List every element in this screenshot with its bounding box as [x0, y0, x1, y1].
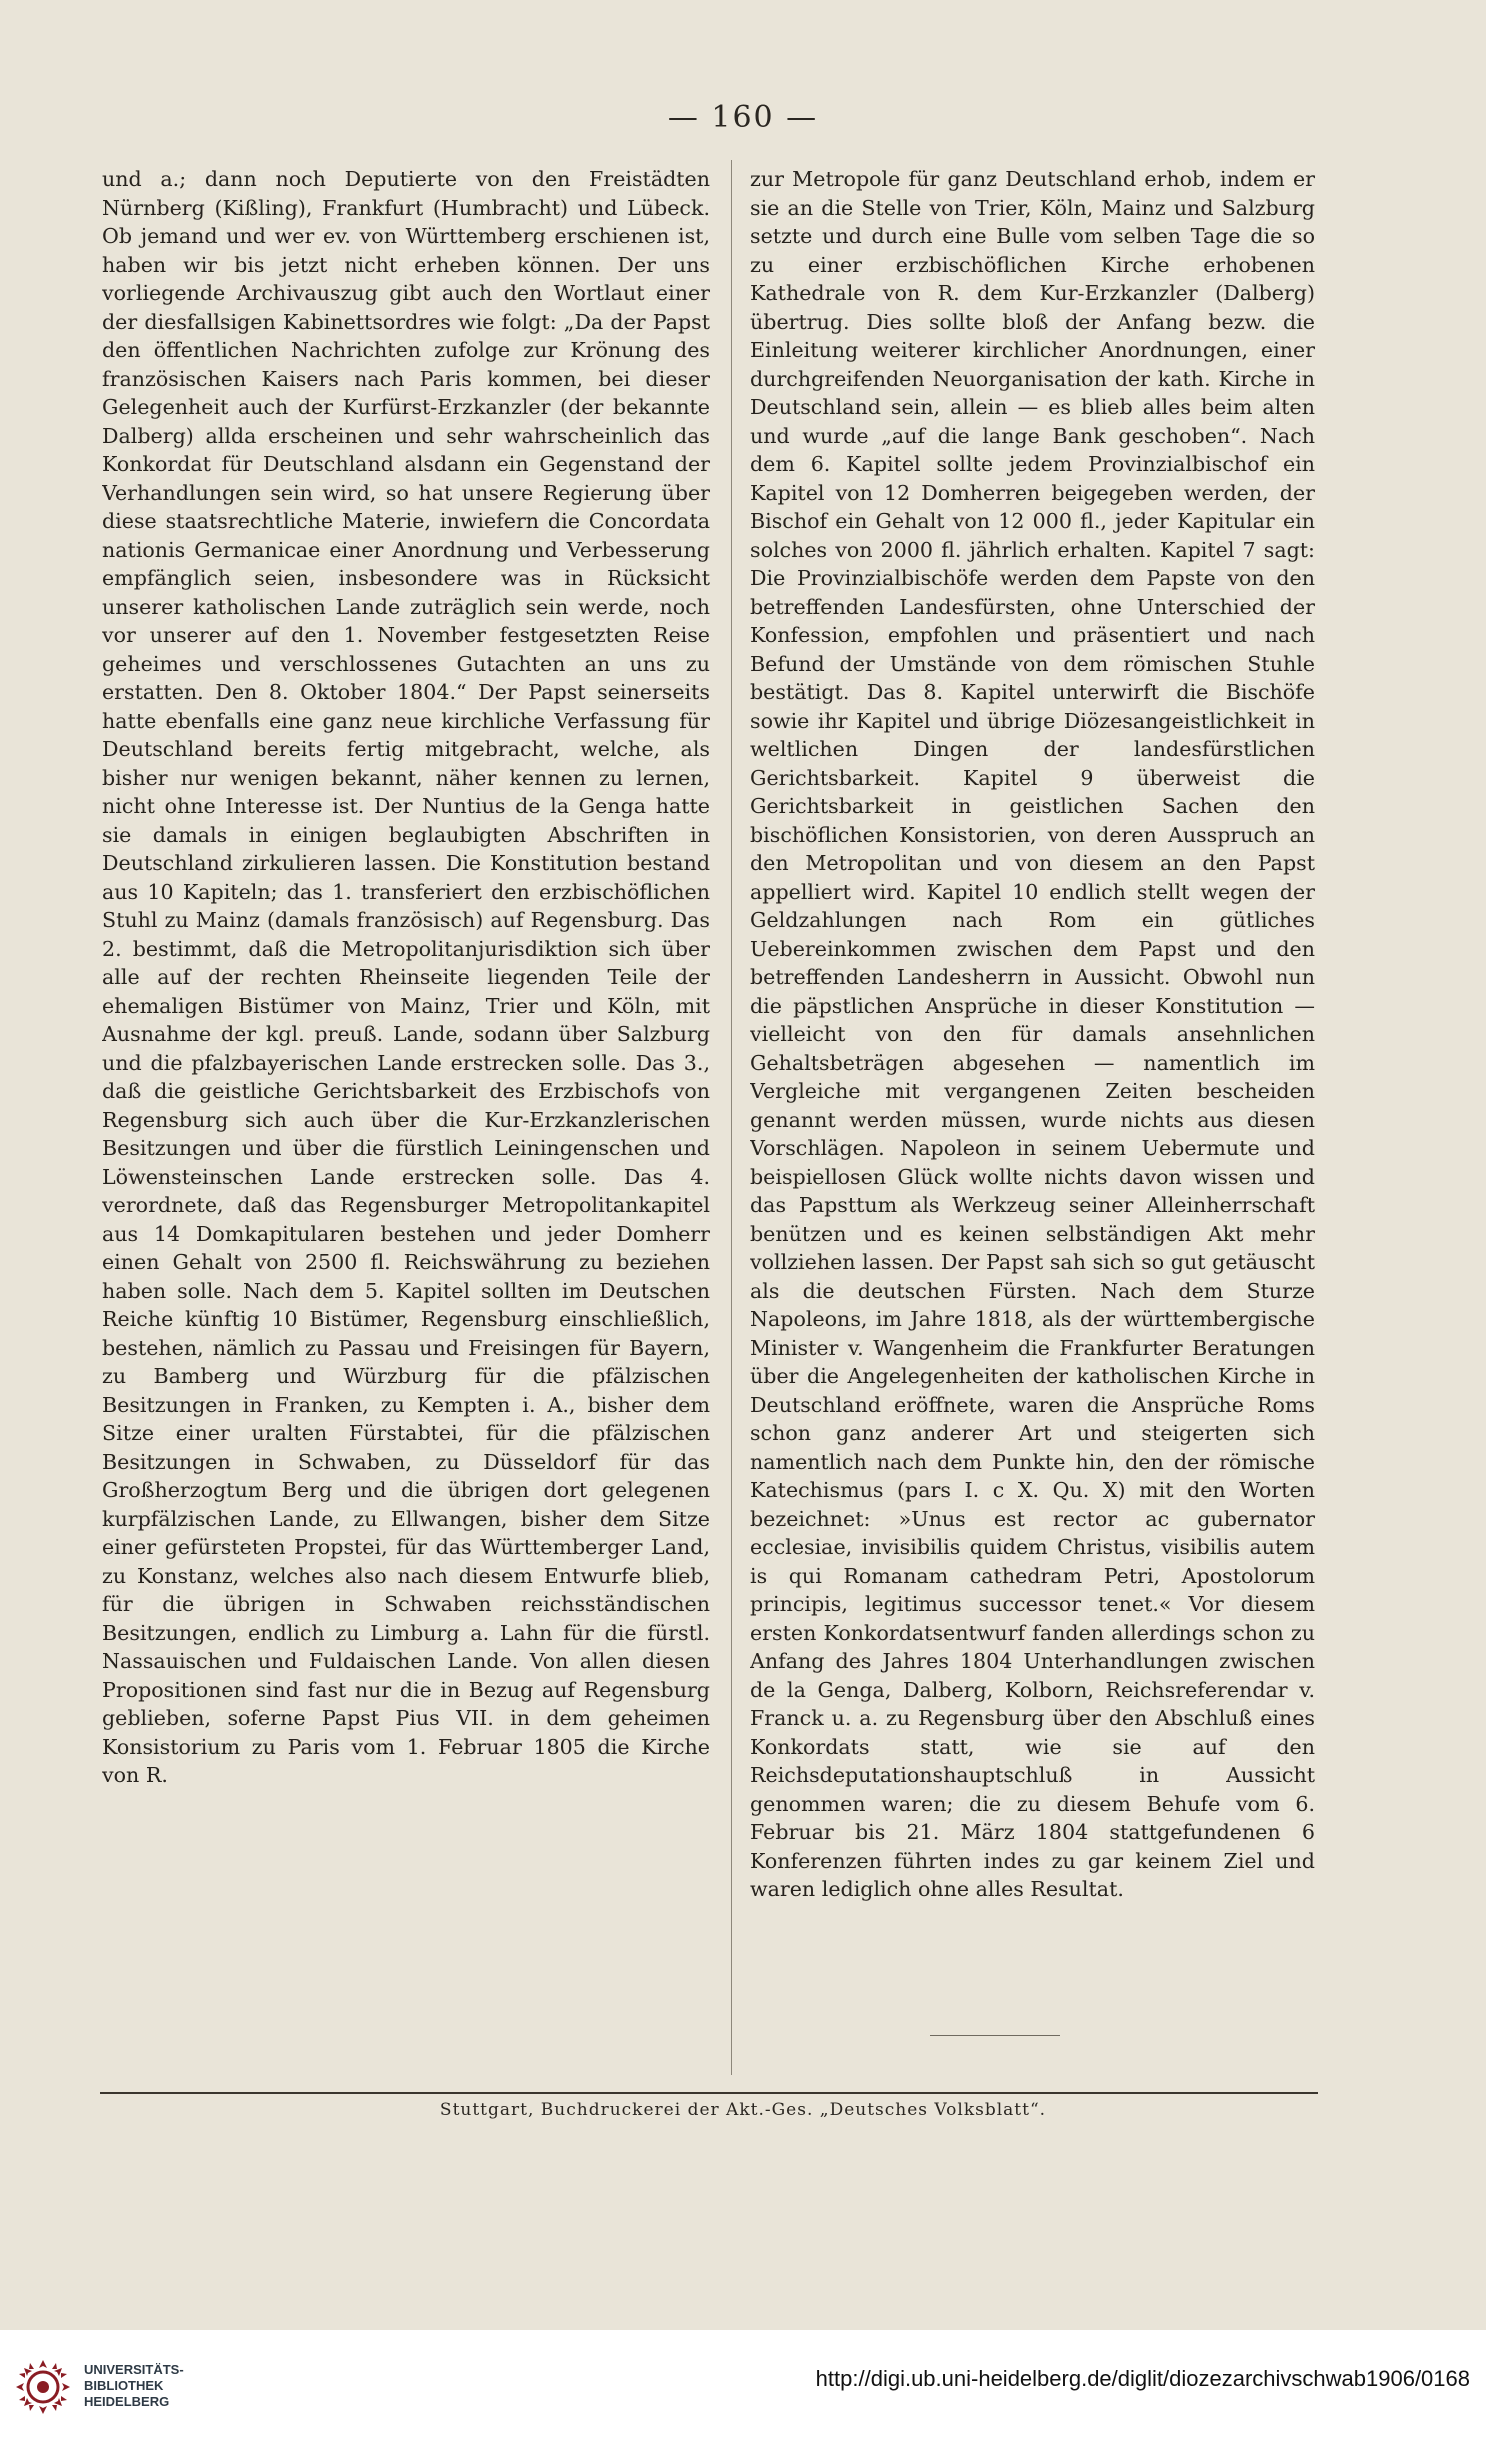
library-name-line: UNIVERSITÄTS- [84, 2362, 184, 2377]
library-name-line: BIBLIOTHEK [84, 2378, 164, 2393]
right-text-column [750, 165, 1315, 2025]
printer-imprint: Stuttgart, Buchdruckerei der Akt.-Ges. „Deutsches Volksblatt“. [439, 2100, 1047, 2120]
library-name-line: HEIDELBERG [84, 2394, 170, 2409]
section-end-rule [930, 2035, 1060, 2036]
left-column-paragraph: und a.; dann noch Deputierte von den Freistädten Nürnberg (Kißling), Frankfurt (Humbracht) und Lübeck. Ob jemand und wer ev. von Württemberg erschienen ist, haben wir bis jetzt nicht erheben können. Der uns vorliegende Archivauszug gibt auch den Wortlaut einer der diesfallsigen Kabinettsordres wie folgt: „Da der Papst den öffentlichen Nachrichten zufolge zur Krönung des französischen Kaisers nach Paris kommen, bei dieser Gelegenheit auch der Kurfürst-Erzkanzler (der bekannte Dalberg) allda erscheinen und sehr wahrscheinlich das Konkordat für Deutschland alsdann ein Gegenstand der Verhandlungen sein wird, so hat unsere Regierung über diese staatsrechtliche Materie, inwiefern die Concordata nationis Germanicae einer Anordnung und Verbesserung empfänglich seien, insbesondere was in Rücksicht unserer katholischen Lande zuträglich sein werde, noch vor unserer auf den 1. November festgesetzten Reise geheimes und verschlossenes Gutachten an uns zu erstatten. Den 8. Oktober 1804.“ Der Papst seinerseits hatte ebenfalls eine ganz neue kirchliche Verfassung für Deutschland bereits fertig mitgebracht, welche, als bisher nur wenigen bekannt, näher kennen zu lernen, nicht ohne Interesse ist. Der Nuntius de la Genga hatte sie damals in einigen beglaubigten Abschriften in Deutschland zirkulieren lassen. Die Konstitution bestand aus 10 Kapiteln; das 1. transferiert den erzbischöflichen Stuhl zu Mainz (damals französisch) auf Regensburg. Das 2. bestimmt, daß die Metropolitanjurisdiktion sich über alle auf der rechten Rheinseite liegenden Teile der ehemaligen Bistümer von Mainz, Trier und Köln, mit Ausnahme der kgl. preuß. Lande, sodann über Salzburg und die pfalzbayerischen Lande erstrecken solle. Das 3., daß die geistliche Gerichtsbarkeit des Erzbischofs von Regensburg sich auch über die Kur-Erzkanzlerischen Besitzungen und über die fürstlich Leiningenschen und Löwensteinschen Lande erstrecken solle. Das 4. verordnete, daß das Regensburger Metropolitankapitel aus 14 Domkapitularen bestehen und jeder Domherr einen Gehalt von 2500 fl. Reichswährung zu beziehen haben solle. Nach dem 5. Kapitel sollten im Deutschen Reiche künftig 10 Bistümer, Regensburg einschließlich, bestehen, nämlich zu Passau und Freisingen für Bayern, zu Bamberg und Würzburg für die pfälzischen Besitzungen in Franken, zu Kempten i. A., bisher dem Sitze einer uralten Fürstabtei, für die pfälzischen Besitzungen in Schwaben, zu Düsseldorf für das Großherzogtum Berg und die übrigen dort gelegenen kurpfälzischen Lande, zu Ellwangen, bisher dem Sitze einer gefürsteten Propstei, für das Württemberger Land, zu Konstanz, welches also nach diesem Entwurfe blieb, für die übrigen in Schwaben reichsständischen Besitzungen, endlich zu Limburg a. Lahn für die fürstl. Nassauischen und Fuldaischen Lande. Von allen diesen Propositionen sind fast nur die in Bezug auf Regensburg geblieben, soferne Papst Pius VII. in dem geheimen Konsistorium zu Paris vom 1. Februar 1805 die Kirche von R. [102, 167, 710, 1787]
left-text-column [102, 165, 710, 2085]
column-divider [731, 160, 732, 2075]
library-name [84, 2362, 184, 2410]
footer-rule [100, 2092, 1318, 2094]
page-number: — 160 — [667, 100, 819, 135]
right-column-paragraph: zur Metropole für ganz Deutschland erhob, indem er sie an die Stelle von Trier, Köln, Mainz und Salzburg setzte und durch eine Bulle vom selben Tage die so zu einer erzbischöflichen Kirche erhobenen Kathedrale von R. dem Kur-Erzkanzler (Dalberg) übertrug. Dies sollte bloß der Anfang bezw. die Einleitung weiterer kirchlicher Anordnungen, einer durchgreifenden Neuorganisation der kath. Kirche in Deutschland sein, allein — es blieb alles beim alten und wurde „auf die lange Bank geschoben“. Nach dem 6. Kapitel sollte jedem Provinzialbischof ein Kapitel von 12 Domherren beigegeben werden, der Bischof ein Gehalt von 12 000 fl., jeder Kapitular ein solches von 2000 fl. jährlich erhalten. Kapitel 7 sagt: Die Provinzialbischöfe werden dem Papste von den betreffenden Landesfürsten, ohne Unterschied der Konfession, empfohlen und präsentiert und nach Befund der Umstände von dem römischen Stuhle bestätigt. Das 8. Kapitel unterwirft die Bischöfe sowie ihr Kapitel und übrige Diözesangeistlichkeit in weltlichen Dingen der landesfürstlichen Gerichtsbarkeit. Kapitel 9 überweist die Gerichtsbarkeit in geistlichen Sachen den bischöflichen Konsistorien, von deren Ausspruch an den Metropolitan und von diesem an den Papst appelliert wird. Kapitel 10 endlich stellt wegen der Geldzahlungen nach Rom ein gütliches Uebereinkommen zwischen dem Papst und den betreffenden Landesherrn in Aussicht. Obwohl nun die päpstlichen Ansprüche in dieser Konstitution — vielleicht von den für damals ansehnlichen Gehaltsbeträgen abgesehen — namentlich im Vergleiche mit vergangenen Zeiten bescheiden genannt werden müssen, wurde nichts aus diesen Vorschlägen. Napoleon in seinem Uebermute und beispiellosen Glück wollte nichts davon wissen und das Papsttum als Werkzeug seiner Alleinherrschaft benützen und es keinen selbständigen Akt mehr vollziehen lassen. Der Papst sah sich so gut getäuscht als die deutschen Fürsten. Nach dem Sturze Napoleons, im Jahre 1818, als der württembergische Minister v. Wangenheim die Frankfurter Beratungen über die Angelegenheiten der katholischen Kirche in Deutschland eröffnete, waren die Ansprüche Roms schon ganz anderer Art und steigerten sich namentlich nach dem Punkte hin, den der römische Katechismus (pars I. c X. Qu. X) mit den Worten bezeichnet: »Unus est rector ac gubernator ecclesiae, invisibilis quidem Christus, visibilis autem is qui Romanam cathedram Petri, Apostolorum principis, legitimus successor tenet.« Vor diesem ersten Konkordatsentwurf fanden allerdings schon zu Anfang des Jahres 1804 Unterhandlungen zwischen de la Genga, Dalberg, Kolborn, Reichsreferendar v. Franck u. a. zu Regensburg über den Abschluß eines Konkordats statt, wie sie auf den Reichsdeputationshauptschluß in Aussicht genommen waren; die zu diesem Behufe vom 6. Februar bis 21. März 1804 stattgefundenen 6 Konferenzen führten indes zu gar keinem Ziel und waren lediglich ohne alles Resultat. [750, 167, 1315, 1901]
university-library-heidelberg-logo-icon [14, 2358, 72, 2416]
source-url-link[interactable]: http://digi.ub.uni-heidelberg.de/diglit/diozezarchivschwab1906/0168 [815, 2366, 1470, 2391]
